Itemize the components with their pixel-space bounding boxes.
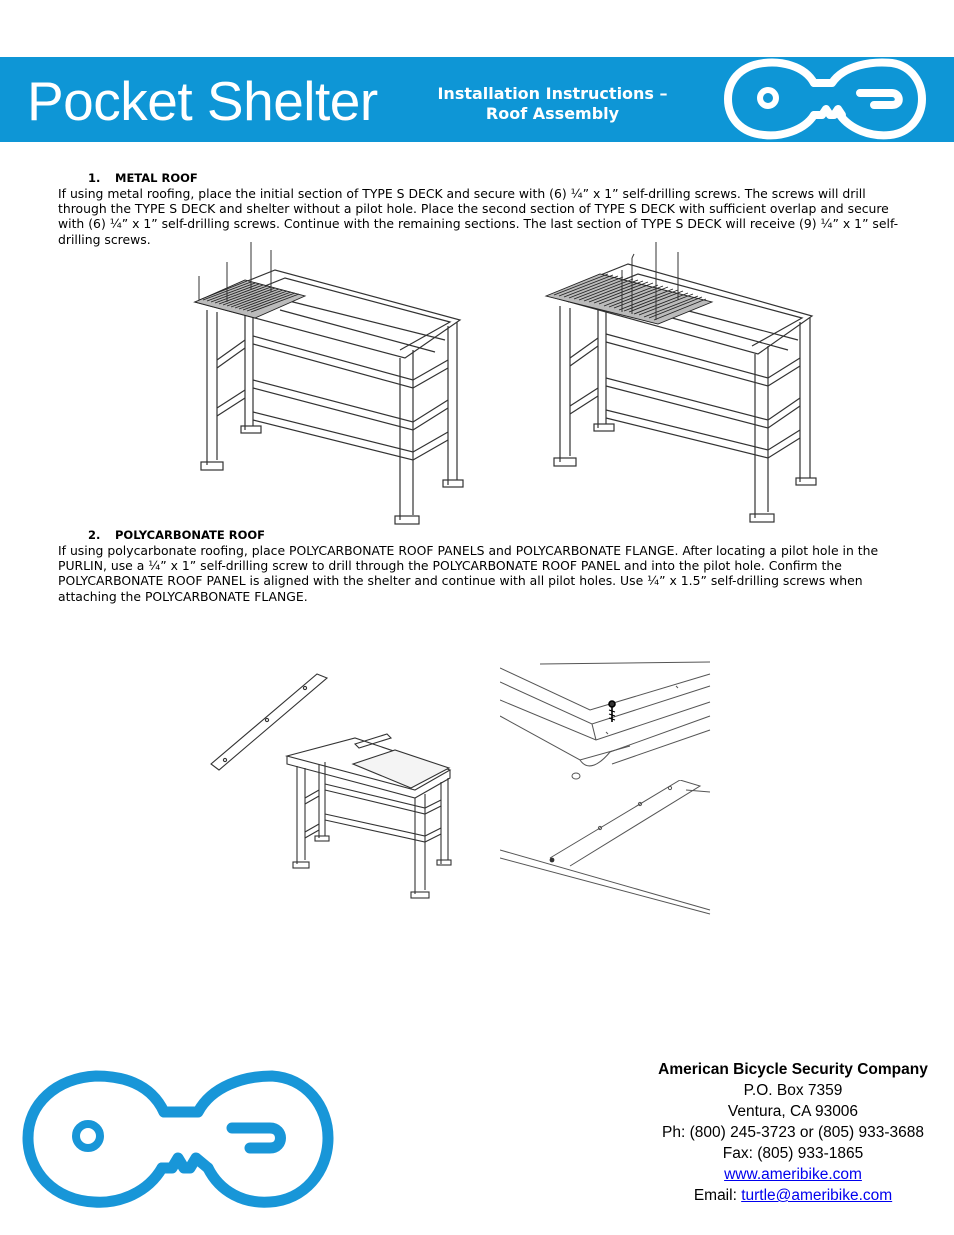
section-1-body: If using metal roofing, place the initial section of TYPE S DECK and secure with (6) ¼” x 1” self-drilling screws. The screws will drill through the TYPE S DECK and shelter without a pilot hole. Place the second section of TYPE S DECK with sufficient overlap and secure with (6) ¼” x 1” self-drilling screws. Continue with the remaining sections. The last section of TYPE S DECK will receive (9) ¼” x 1” self-drilling screws. (58, 186, 899, 247)
section-2-number: 2. (88, 528, 101, 542)
header-banner (0, 57, 954, 142)
polycarbonate-roof-overview-figure (205, 668, 460, 903)
company-po-box: P.O. Box 7359 (743, 1082, 843, 1099)
metal-roof-first-section-figure (185, 240, 470, 525)
section-2-title: POLYCARBONATE ROOF (115, 528, 265, 542)
section-2-body: If using polycarbonate roofing, place POLYCARBONATE ROOF PANELS and POLYCARBONATE FLANGE. After locating a pilot hole in the PURLIN, use a ¼” x 1” self-drilling screw to drill through the POLYCARBONATE ROOF PANEL and into the pilot hole. Confirm the POLYCARBONATE ROOF PANEL is aligned with the shelter and continue with all pilot holes. Use ¼” x 1.5” self-drilling screws when attaching the POLYCARBONATE FLANGE. (58, 543, 879, 604)
key-chain-icon (722, 57, 927, 142)
company-email-line (640, 1185, 946, 1206)
subtitle-line-2: Roof Assembly (485, 104, 620, 123)
company-fax: Fax: (805) 933-1865 (722, 1145, 864, 1162)
company-website-link[interactable]: www.ameribike.com (724, 1166, 862, 1183)
company-logo-icon (22, 1068, 334, 1213)
section-1-number: 1. (88, 171, 101, 185)
company-name: American Bicycle Security Company (658, 1061, 928, 1078)
document-subtitle (410, 84, 695, 124)
company-contact-block (640, 1059, 946, 1206)
company-city: Ventura, CA 93006 (727, 1103, 859, 1120)
email-label: Email: (693, 1187, 742, 1204)
polycarbonate-flange-detail-figure (500, 780, 712, 915)
polycarbonate-panel-screw-detail-figure (500, 660, 712, 780)
metal-roof-second-section-figure (540, 240, 825, 525)
company-phone: Ph: (800) 245-3723 or (805) 933-3688 (662, 1124, 924, 1141)
company-email-link[interactable]: turtle@ameribike.com (741, 1187, 893, 1204)
section-1-title: METAL ROOF (115, 171, 198, 185)
section-1-heading (88, 171, 198, 185)
subtitle-line-1: Installation Instructions – (437, 84, 668, 103)
section-2-heading (88, 528, 265, 542)
brand-title: Pocket Shelter (27, 70, 378, 132)
